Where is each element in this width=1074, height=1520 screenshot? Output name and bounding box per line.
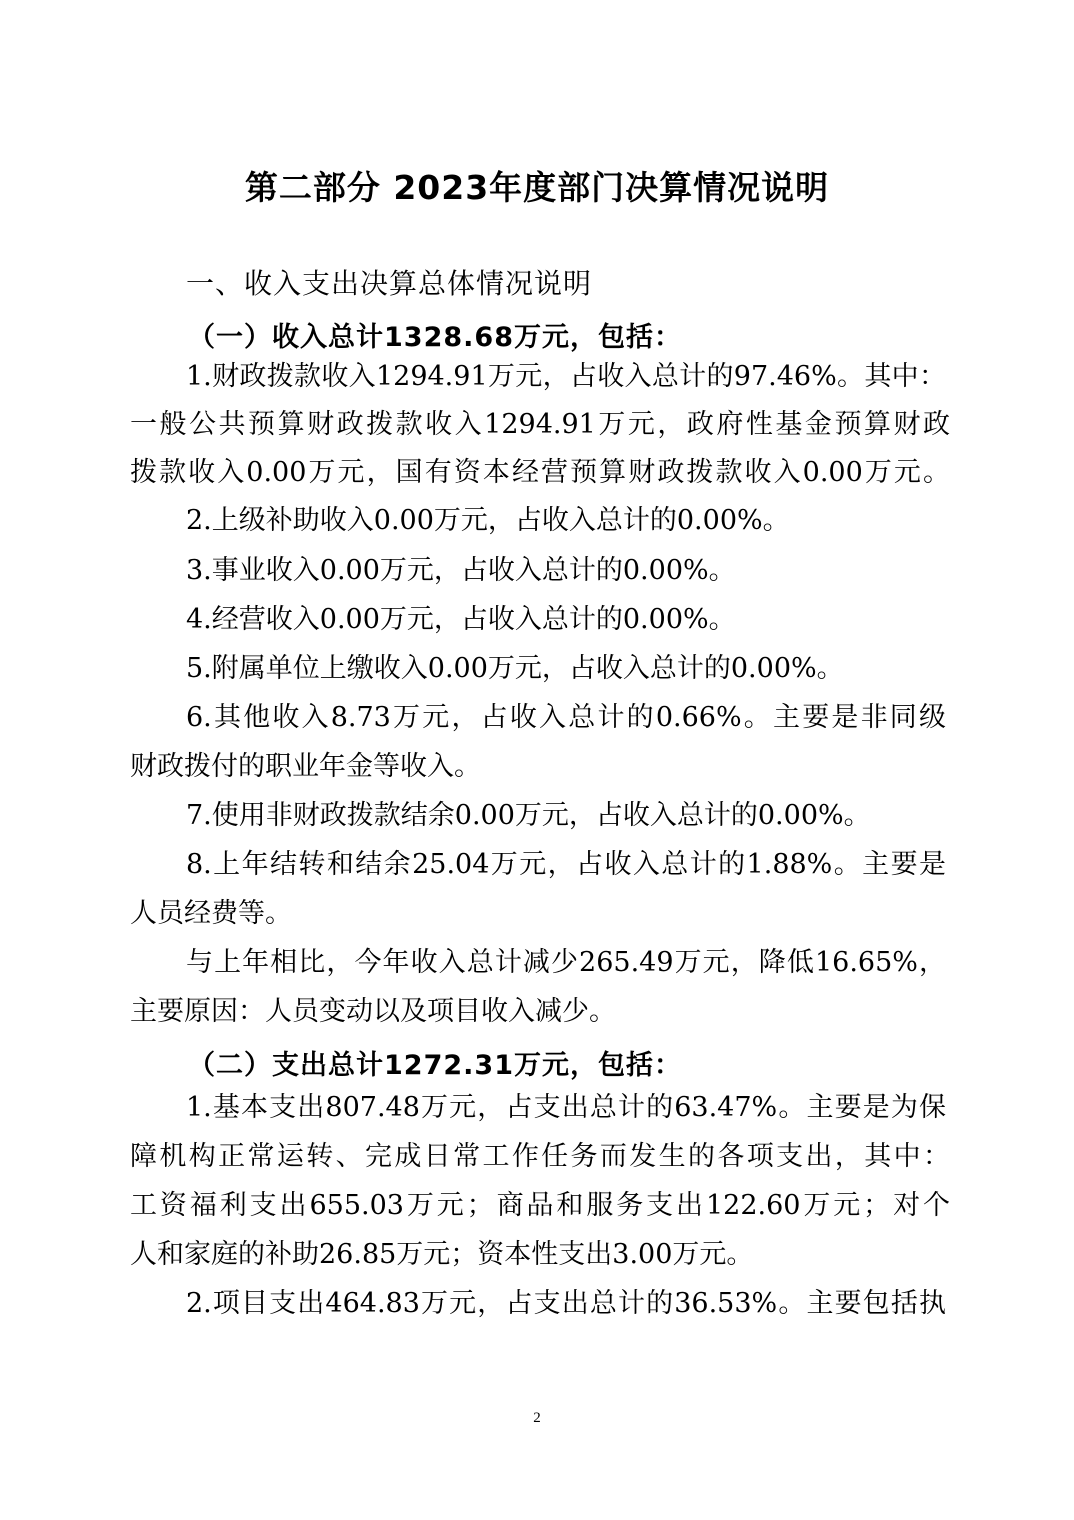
- income-line-3: 拨款收入0.00万元，国有资本经营预算财政拨款收入0.00万元。: [130, 457, 950, 488]
- income-line-10: 7.使用非财政拨款结余0.00万元，占收入总计的0.00%。: [186, 800, 871, 831]
- income-line-5: 3.事业收入0.00万元，占收入总计的0.00%。: [186, 555, 736, 586]
- income-line-8: 6.其他收入8.73万元，占收入总计的0.66%。主要是非同级: [186, 702, 946, 733]
- income-line-12: 人员经费等。: [130, 898, 292, 929]
- income-line-6: 4.经营收入0.00万元，占收入总计的0.00%。: [186, 604, 736, 635]
- income-line-11: 8.上年结转和结余25.04万元，占收入总计的1.88%。主要是: [186, 849, 946, 880]
- section-heading-1: 一、收入支出决算总体情况说明: [186, 267, 593, 300]
- income-line-1: 1.财政拨款收入1294.91万元，占收入总计的97.46%。其中：: [186, 361, 946, 392]
- expense-line-3: 工资福利支出655.03万元；商品和服务支出122.60万元；对个: [130, 1190, 950, 1221]
- expense-line-4: 人和家庭的补助26.85万元；资本性支出3.00万元。: [130, 1239, 754, 1270]
- expense-line-2: 障机构正常运转、完成日常工作任务而发生的各项支出，其中：: [130, 1141, 950, 1172]
- income-comparison-line-2: 主要原因：人员变动以及项目收入减少。: [130, 996, 616, 1027]
- page-number: 2: [533, 1410, 541, 1426]
- page-title: 第二部分 2023年度部门决算情况说明: [244, 168, 830, 207]
- income-line-4: 2.上级补助收入0.00万元，占收入总计的0.00%。: [186, 505, 790, 536]
- expense-heading: （二）支出总计1272.31万元，包括：: [188, 1050, 682, 1081]
- income-comparison-line-1: 与上年相比，今年收入总计减少265.49万元，降低16.65%，: [186, 947, 946, 978]
- expense-line-1: 1.基本支出807.48万元，占支出总计的63.47%。主要是为保: [186, 1092, 946, 1123]
- expense-line-5: 2.项目支出464.83万元，占支出总计的36.53%。主要包括执: [186, 1288, 946, 1319]
- income-line-2: 一般公共预算财政拨款收入1294.91万元，政府性基金预算财政: [130, 409, 950, 440]
- income-line-7: 5.附属单位上缴收入0.00万元，占收入总计的0.00%。: [186, 653, 844, 684]
- income-line-9: 财政拨付的职业年金等收入。: [130, 751, 481, 782]
- income-heading: （一）收入总计1328.68万元，包括：: [188, 322, 682, 353]
